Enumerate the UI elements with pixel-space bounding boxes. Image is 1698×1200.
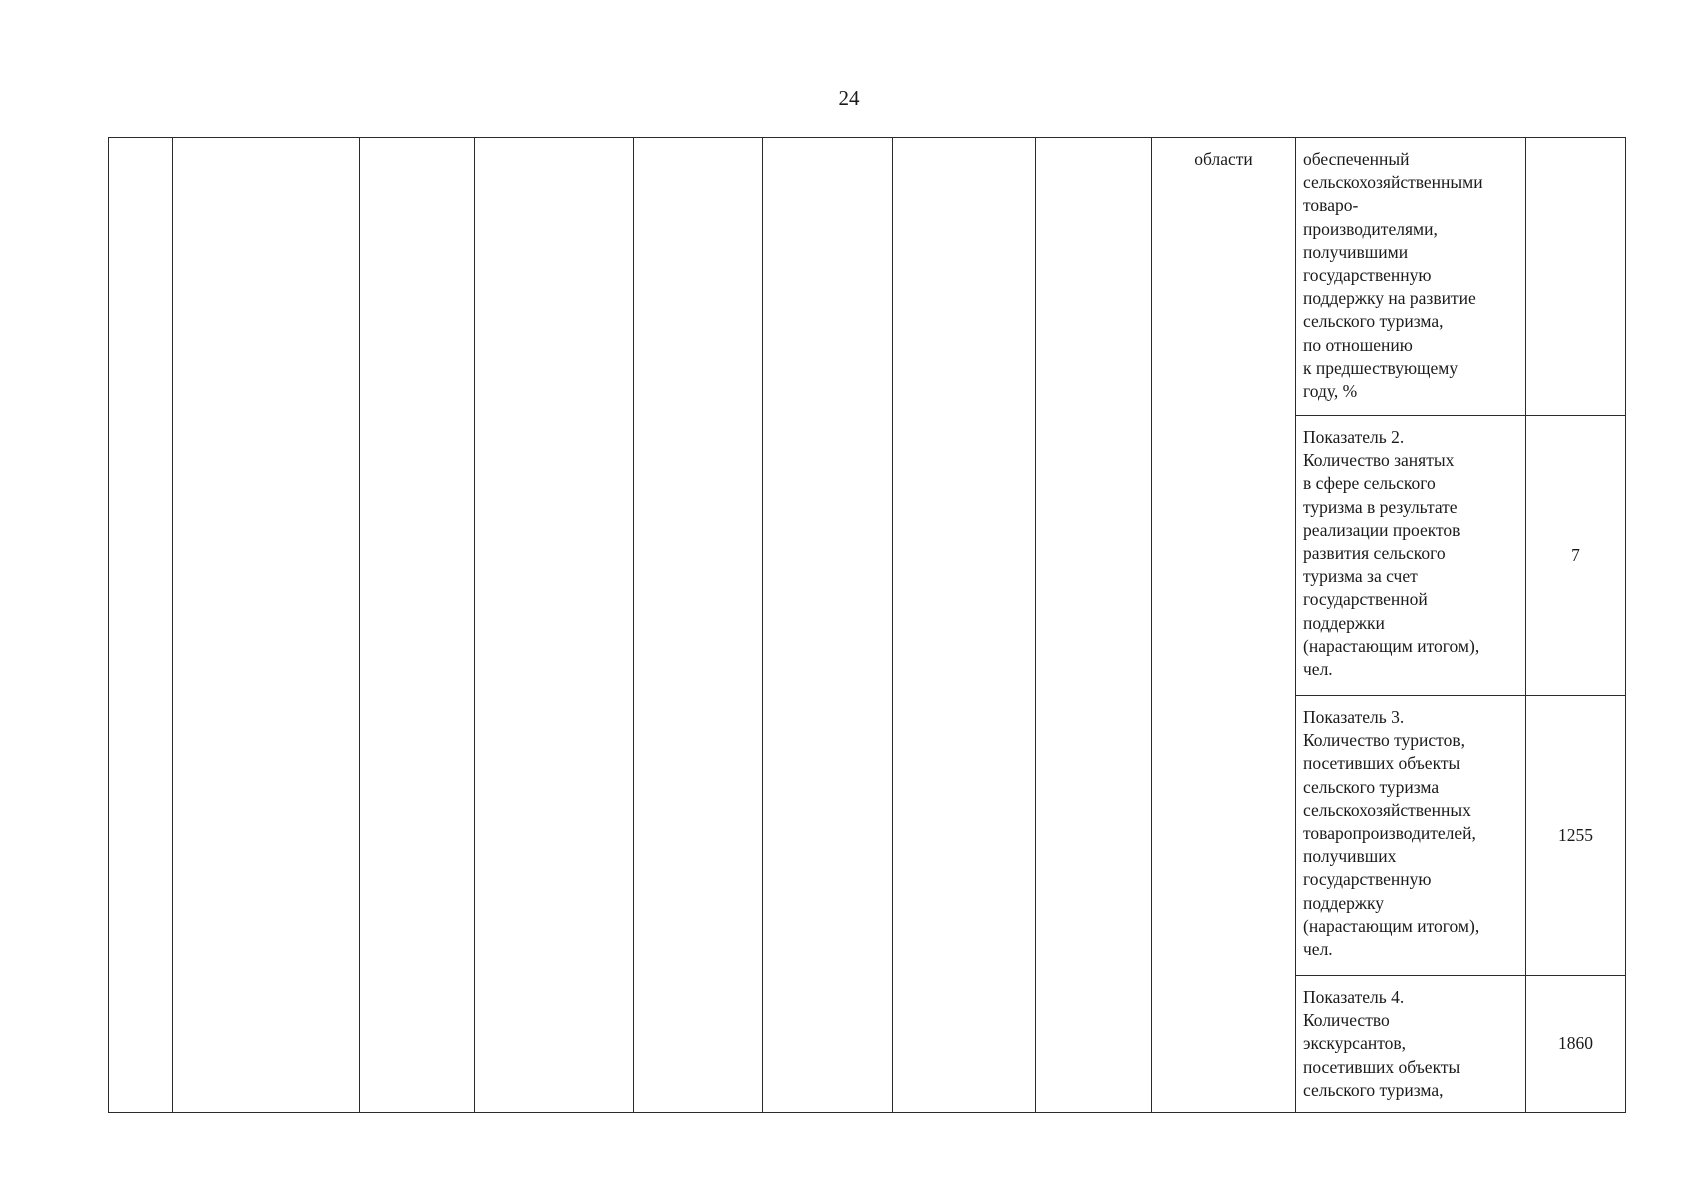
- indicator-cell: Показатель 4. Количество экскурсантов, посетивших объекты сельского туризма,: [1296, 976, 1526, 1113]
- value-cell: 1860: [1526, 976, 1626, 1113]
- table-cell-empty: [109, 138, 173, 1113]
- region-cell: области: [1152, 138, 1296, 1113]
- table-cell-empty: [475, 138, 634, 1113]
- table-cell-empty: [763, 138, 893, 1113]
- table-cell-empty: [893, 138, 1036, 1113]
- table-cell-empty: [173, 138, 360, 1113]
- indicator-cell: Показатель 3. Количество туристов, посетивших объекты сельского туризма сельскохозяйственных товаропроизводителей, получивших государственную поддержку (нарастающим итогом), чел.: [1296, 696, 1526, 976]
- value-cell: 1255: [1526, 696, 1626, 976]
- value-cell: [1526, 138, 1626, 416]
- indicator-cell: Показатель 2. Количество занятых в сфере сельского туризма в результате реализации проектов развития сельского туризма за счет государственной поддержки (нарастающим итогом), чел.: [1296, 416, 1526, 696]
- program-table: [108, 137, 1626, 1113]
- value-cell: 7: [1526, 416, 1626, 696]
- table-cell-empty: [360, 138, 475, 1113]
- table-cell-empty: [634, 138, 763, 1113]
- indicator-cell: обеспеченный сельскохозяйственными товаро- производителями, получившими государственную поддержку на развитие сельского туризма, по отношению к предшествующему году, %: [1296, 138, 1526, 416]
- table-row: [109, 138, 1626, 416]
- table-cell-empty: [1036, 138, 1152, 1113]
- page-number: 24: [838, 86, 860, 110]
